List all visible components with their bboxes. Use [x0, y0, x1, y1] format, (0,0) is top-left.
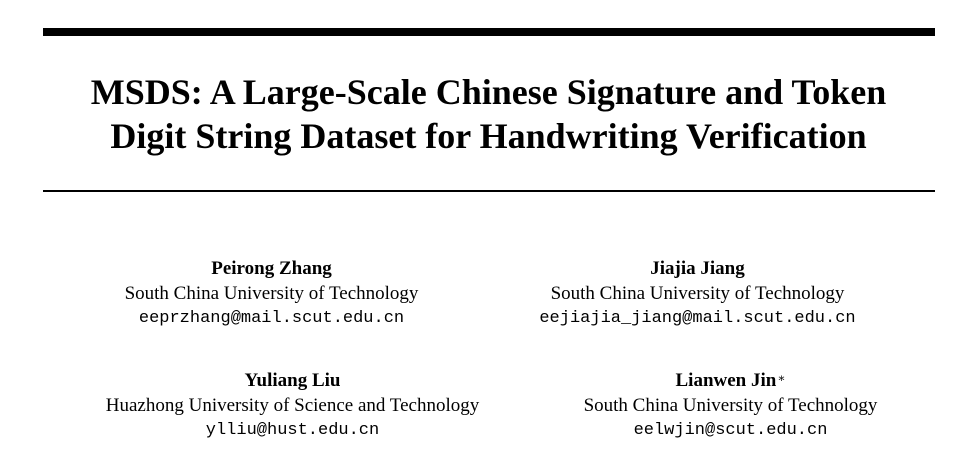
- author-affiliation: South China University of Technology: [550, 283, 845, 304]
- author-block: [503, 368, 958, 444]
- author-email: eelwjin@scut.edu.cn: [633, 421, 828, 440]
- title-rule-bottom: [43, 190, 935, 192]
- author-block: [470, 256, 925, 332]
- title-line-2: Digit String Dataset for Handwriting Verification: [110, 116, 867, 156]
- author-email: eeprzhang@mail.scut.edu.cn: [138, 309, 405, 328]
- author-name: Peirong Zhang: [211, 258, 332, 279]
- author-block: [44, 256, 499, 332]
- author-name: Lianwen Jin∗: [675, 370, 786, 391]
- author-name: Jiajia Jiang: [650, 258, 745, 279]
- author-email: ylliu@hust.edu.cn: [205, 421, 380, 440]
- author-block: [44, 368, 541, 444]
- author-affiliation: Huazhong University of Science and Technology: [105, 395, 480, 416]
- author-affiliation: South China University of Technology: [124, 283, 419, 304]
- author-name: Yuliang Liu: [244, 370, 341, 391]
- title-rule-top: [43, 28, 935, 36]
- title-line-1: MSDS: A Large-Scale Chinese Signature and Token: [90, 72, 887, 112]
- author-affiliation: South China University of Technology: [583, 395, 878, 416]
- author-email: eejiajia_jiang@mail.scut.edu.cn: [539, 309, 856, 328]
- paper-title: [0, 70, 977, 158]
- corresponding-author-mark: ∗: [777, 371, 786, 385]
